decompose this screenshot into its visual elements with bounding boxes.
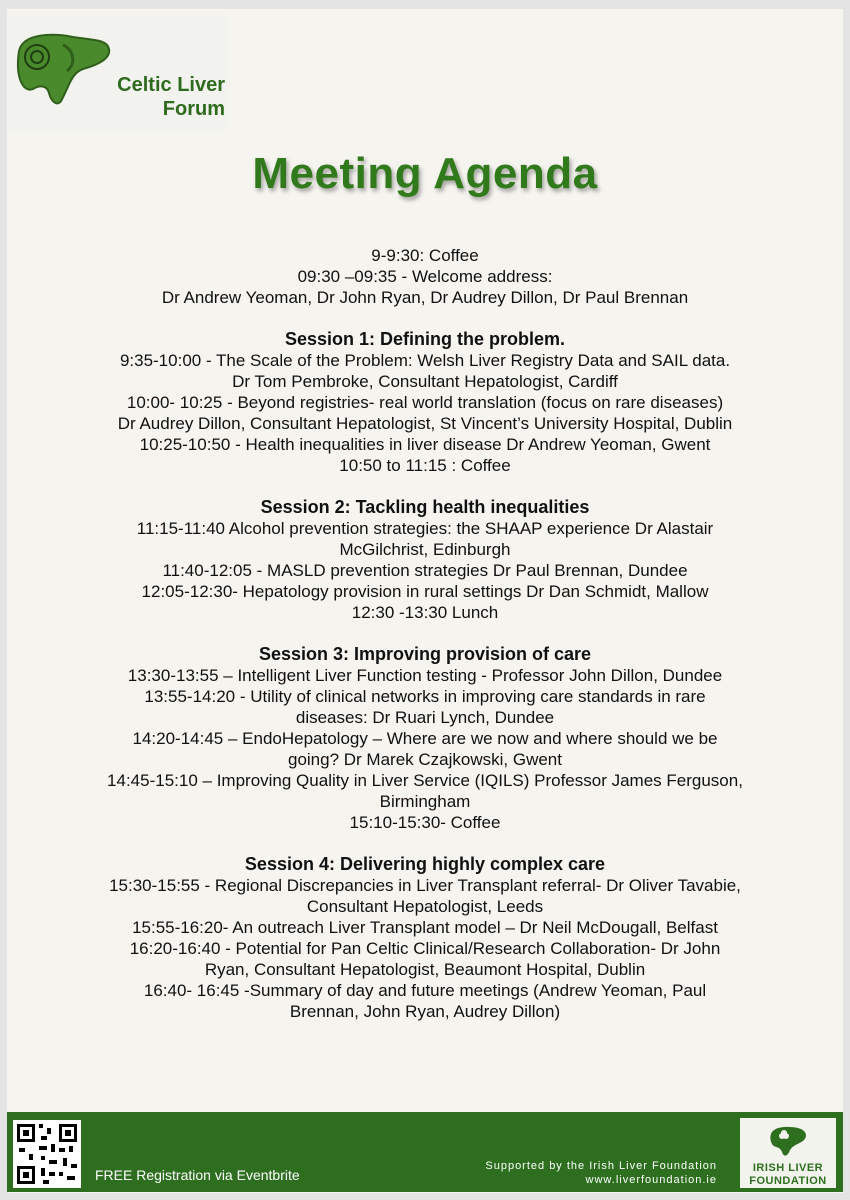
- agenda-item: 14:45-15:10 – Improving Quality in Liver Service (IQILS) Professor James Ferguson,: [107, 771, 743, 790]
- intro-line: 9-9:30: Coffee: [371, 246, 479, 265]
- agenda-item: 16:40- 16:45 -Summary of day and future meetings (Andrew Yeoman, Paul: [143, 981, 707, 1000]
- agenda-item: Brennan, John Ryan, Audrey Dillon): [289, 1002, 561, 1021]
- agenda-item: 9:35-10:00 - The Scale of the Problem: Welsh Liver Registry Data and SAIL data.: [119, 351, 731, 370]
- agenda-item: McGilchrist, Edinburgh: [339, 540, 511, 559]
- logo-title: [115, 73, 225, 121]
- foundation-name: [740, 1162, 836, 1188]
- foundation-line1: IRISH LIVER: [752, 1162, 824, 1174]
- intro-line: 09:30 –09:35 - Welcome address:: [297, 267, 553, 286]
- agenda-item: 15:55-16:20- An outreach Liver Transplant model – Dr Neil McDougall, Belfast: [132, 918, 718, 937]
- celtic-liver-forum-logo: [7, 15, 227, 131]
- agenda-item: Birmingham: [379, 792, 471, 811]
- agenda-item: 10:00- 10:25 - Beyond registries- real world translation (focus on rare diseases): [126, 393, 724, 412]
- agenda-item: diseases: Dr Ruari Lynch, Dundee: [295, 708, 555, 727]
- supported-by: Supported by the Irish Liver Foundation: [485, 1160, 717, 1172]
- agenda-item: Dr Tom Pembroke, Consultant Hepatologist, Cardiff: [232, 372, 618, 391]
- agenda-item: 12:30 -13:30 Lunch: [351, 603, 499, 622]
- intro-line: Dr Andrew Yeoman, Dr John Ryan, Dr Audrey Dillon, Dr Paul Brennan: [161, 288, 689, 307]
- logo-title-line1: Celtic Liver: [117, 74, 225, 96]
- agenda-list: [37, 245, 813, 1022]
- session-title: Session 1: Defining the problem.: [284, 329, 566, 349]
- agenda-item: 12:05-12:30- Hepatology provision in rural settings Dr Dan Schmidt, Mallow: [141, 582, 709, 601]
- agenda-item: Dr Audrey Dillon, Consultant Hepatologist, St Vincent’s University Hospital, Dublin: [117, 414, 733, 433]
- agenda-item: going? Dr Marek Czajkowski, Gwent: [288, 750, 562, 769]
- irish-liver-foundation-logo: [740, 1118, 836, 1188]
- website-link[interactable]: www.liverfoundation.ie: [585, 1174, 717, 1186]
- session-title: Session 3: Improving provision of care: [258, 644, 592, 664]
- registration-link[interactable]: FREE Registration via Eventbrite: [95, 1167, 300, 1183]
- agenda-item: Ryan, Consultant Hepatologist, Beaumont Hospital, Dublin: [204, 960, 646, 979]
- agenda-item: 11:40-12:05 - MASLD prevention strategies Dr Paul Brennan, Dundee: [162, 561, 688, 580]
- session-title: Session 4: Delivering highly complex care: [244, 854, 606, 874]
- agenda-item: Consultant Hepatologist, Leeds: [306, 897, 544, 916]
- agenda-item: 14:20-14:45 – EndoHepatology – Where are we now and where should we be: [132, 729, 718, 748]
- liver-shamrock-icon: [768, 1124, 808, 1160]
- agenda-item: 15:10-15:30- Coffee: [349, 813, 501, 832]
- support-text: [433, 1159, 717, 1187]
- agenda-item: 11:15-11:40 Alcohol prevention strategies: the SHAAP experience Dr Alastair: [136, 519, 714, 538]
- qr-code-icon[interactable]: [13, 1120, 81, 1188]
- agenda-page: [7, 9, 843, 1193]
- foundation-line2: FOUNDATION: [749, 1175, 827, 1187]
- logo-title-line2: Forum: [162, 98, 225, 120]
- liver-triskele-icon: [13, 27, 113, 107]
- agenda-item: 10:25-10:50 - Health inequalities in liver disease Dr Andrew Yeoman, Gwent: [139, 435, 711, 454]
- page-title: Meeting Agenda: [252, 149, 598, 198]
- agenda-item: 10:50 to 11:15 : Coffee: [339, 456, 511, 475]
- agenda-item: 15:30-15:55 - Regional Discrepancies in Liver Transplant referral- Dr Oliver Tavabie,: [109, 876, 741, 895]
- agenda-item: 13:55-14:20 - Utility of clinical networks in improving care standards in rare: [144, 687, 706, 706]
- agenda-item: 13:30-13:55 – Intelligent Liver Function testing - Professor John Dillon, Dundee: [127, 666, 723, 685]
- footer-banner: [7, 1112, 843, 1192]
- agenda-item: 16:20-16:40 - Potential for Pan Celtic Clinical/Research Collaboration- Dr John: [129, 939, 721, 958]
- session-title: Session 2: Tackling health inequalities: [260, 497, 590, 517]
